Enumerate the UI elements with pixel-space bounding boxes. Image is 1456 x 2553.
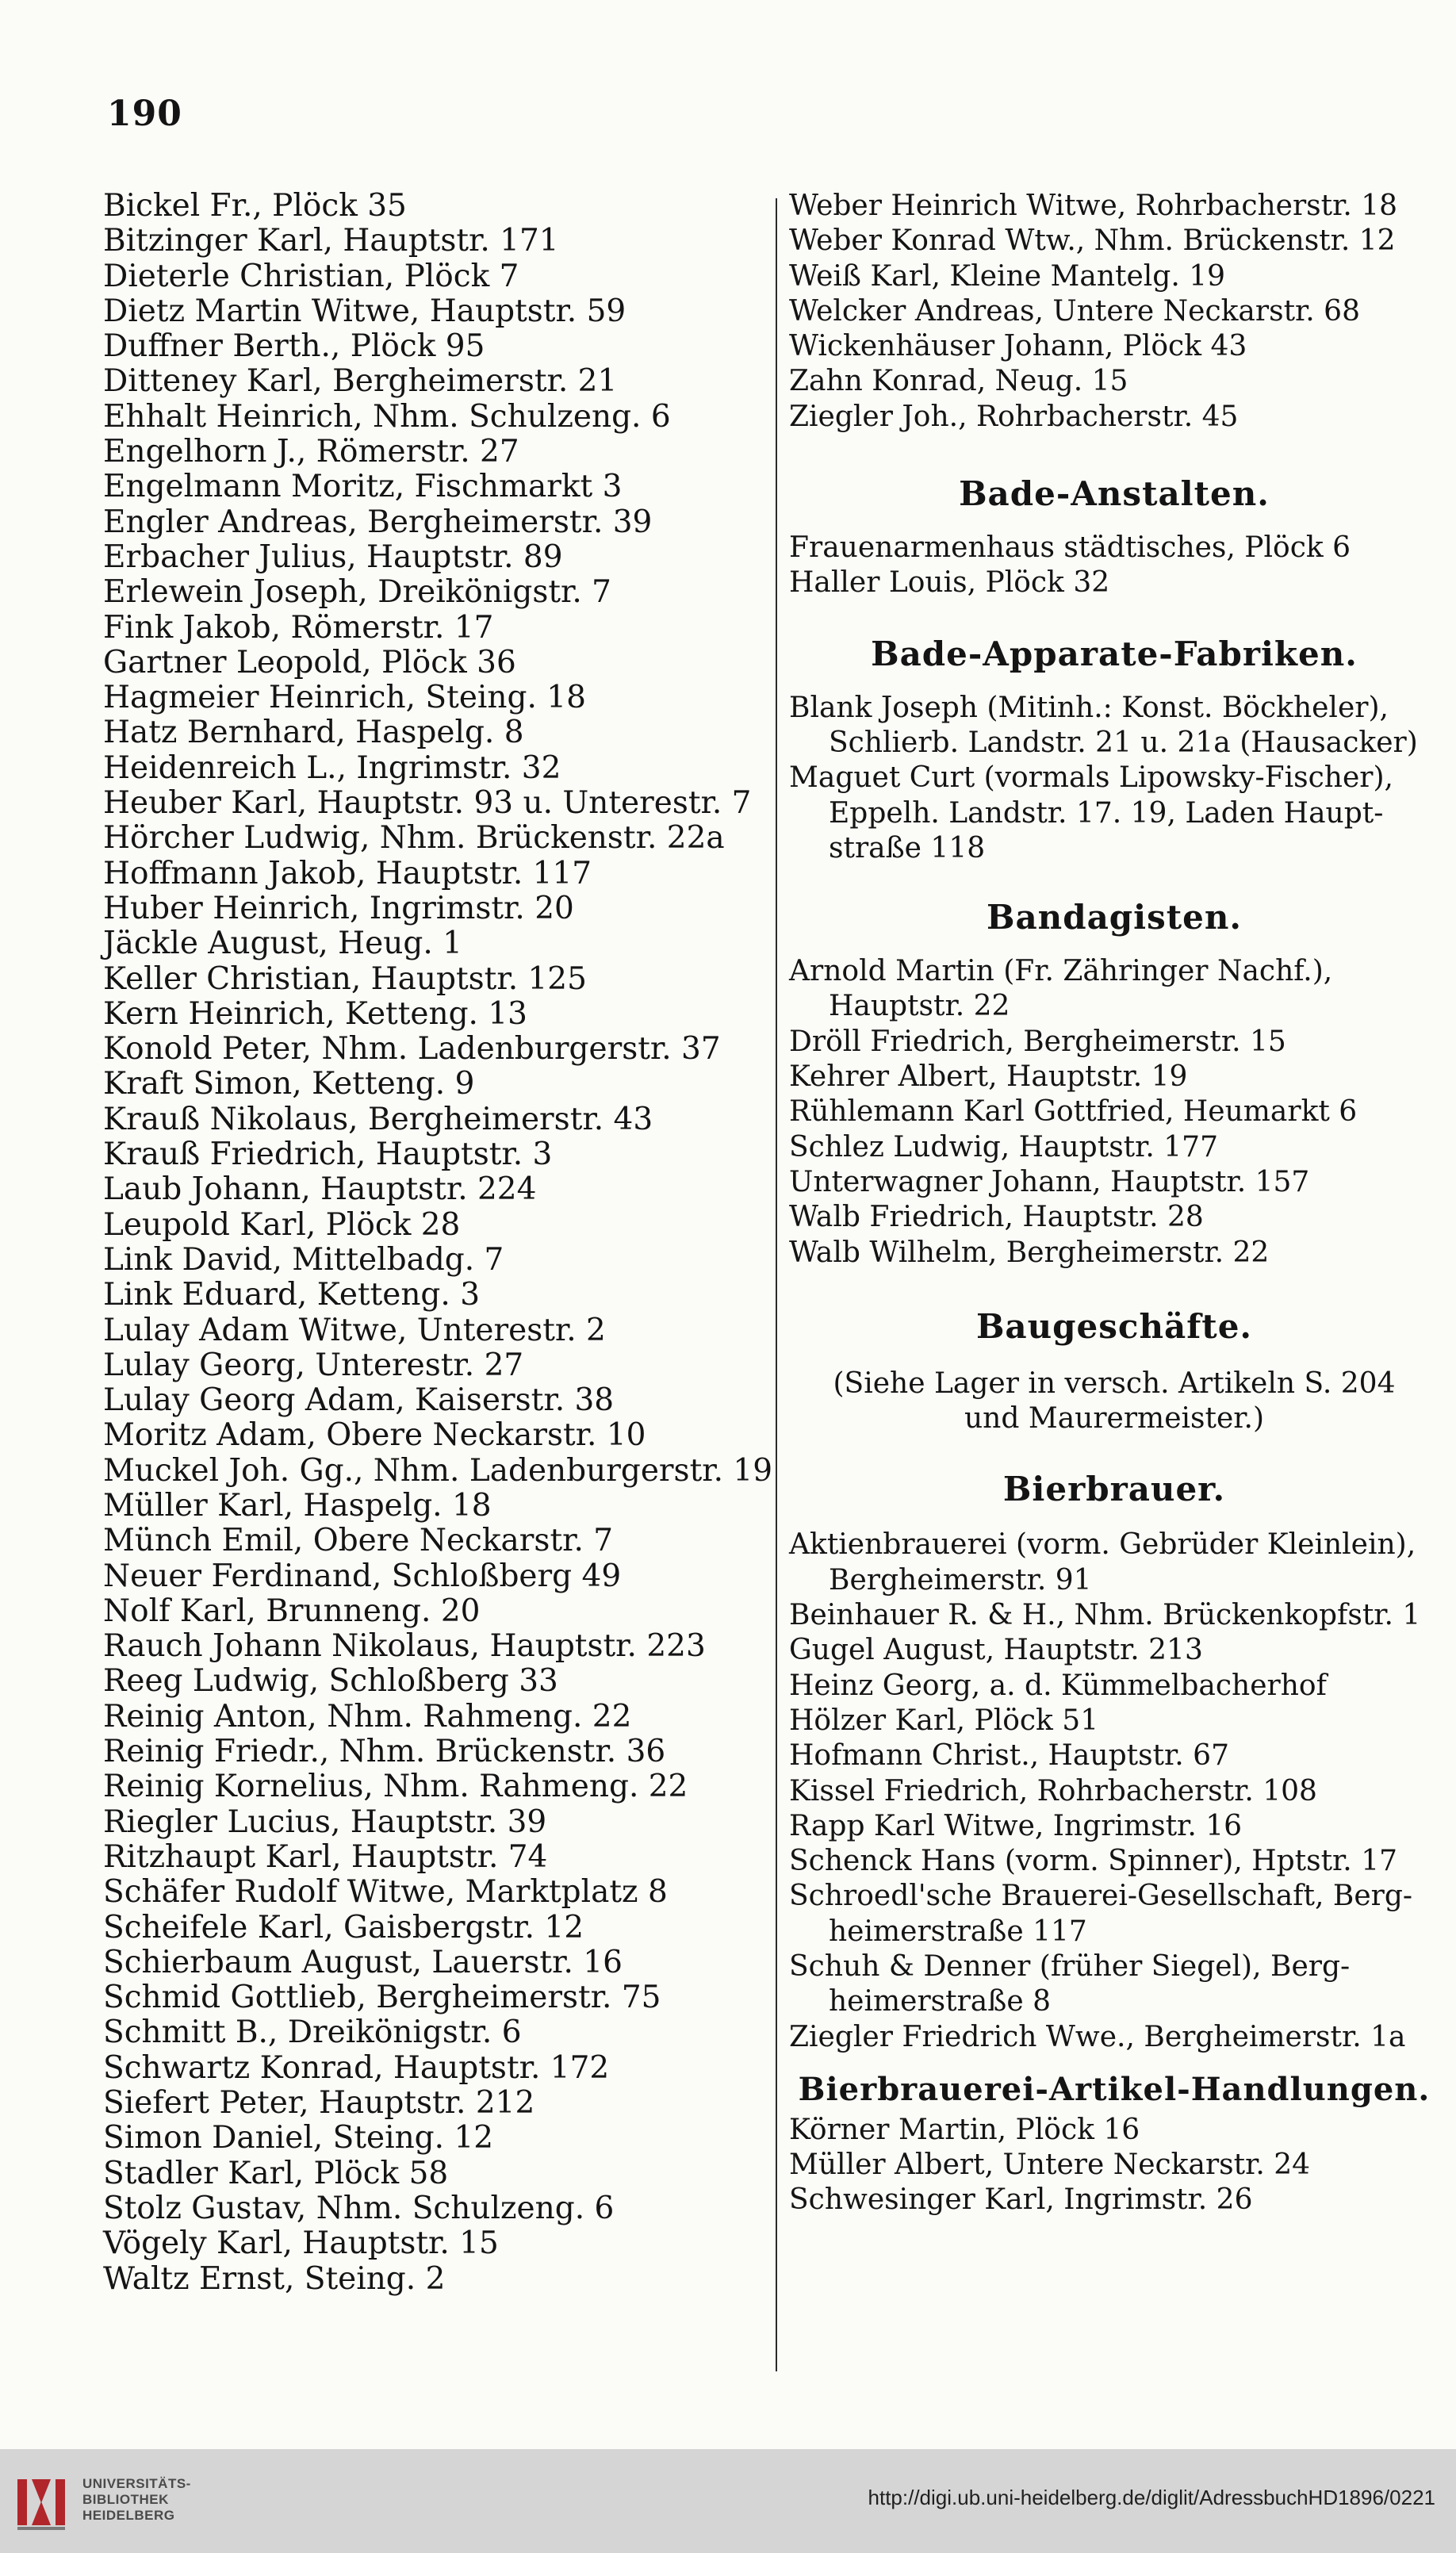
list-item: Bitzinger Karl, Hauptstr. 171 bbox=[103, 223, 559, 259]
university-library-logo-icon bbox=[14, 2471, 76, 2533]
section-heading-bierbrauer: Bierbrauer. bbox=[1002, 1470, 1226, 1509]
list-item: Krauß Friedrich, Hauptstr. 3 bbox=[103, 1137, 553, 1173]
section-heading-bandagisten: Bandagisten. bbox=[986, 898, 1243, 937]
list-item: Blank Joseph (Mitinh.: Konst. Böckheler), bbox=[789, 691, 1389, 724]
list-item: straße 118 bbox=[829, 831, 986, 864]
list-item: Hauptstr. 22 bbox=[829, 990, 1010, 1023]
list-item: Waltz Ernst, Steing. 2 bbox=[103, 2260, 446, 2297]
list-item: Muckel Joh. Gg., Nhm. Ladenburgerstr. 19 bbox=[103, 1452, 773, 1489]
list-item: Fink Jakob, Römerstr. 17 bbox=[103, 609, 494, 646]
list-item: Aktienbrauerei (vorm. Gebrüder Kleinlein), bbox=[789, 1528, 1416, 1562]
list-item: Walb Wilhelm, Bergheimerstr. 22 bbox=[789, 1236, 1270, 1269]
right-top-list bbox=[789, 189, 1439, 435]
list-item: Heuber Karl, Hauptstr. 93 u. Unterestr. 7 bbox=[103, 785, 752, 822]
list-item: Link David, Mittelbadg. 7 bbox=[103, 1241, 504, 1278]
list-item: Hölzer Karl, Plöck 51 bbox=[789, 1704, 1099, 1737]
list-item: Lulay Georg Adam, Kaiserstr. 38 bbox=[103, 1382, 615, 1419]
library-name-line1: UNIVERSITÄTS- bbox=[82, 2476, 191, 2491]
list-item: Engelhorn J., Römerstr. 27 bbox=[103, 434, 519, 470]
list-item: Schmid Gottlieb, Bergheimerstr. 75 bbox=[103, 1980, 661, 2016]
list-item: Link Eduard, Ketteng. 3 bbox=[103, 1277, 481, 1313]
list-item: Schuh & Denner (früher Siegel), Berg- bbox=[789, 1949, 1351, 1983]
list-item: Beinhauer R. & H., Nhm. Brückenkopfstr. 1 bbox=[789, 1599, 1421, 1632]
list-item: Kern Heinrich, Ketteng. 13 bbox=[103, 995, 527, 1032]
list-item: Weber Heinrich Witwe, Rohrbacherstr. 18 bbox=[789, 190, 1398, 222]
list-item: Vögely Karl, Hauptstr. 15 bbox=[103, 2225, 499, 2262]
list-item: Hagmeier Heinrich, Steing. 18 bbox=[103, 680, 586, 716]
list-item: Weber Konrad Wtw., Nhm. Brückenstr. 12 bbox=[789, 224, 1396, 258]
right-column bbox=[789, 189, 1439, 2218]
library-name-line3: HEIDELBERG bbox=[82, 2508, 175, 2523]
list-item: Erbacher Julius, Hauptstr. 89 bbox=[103, 539, 563, 575]
list-item: Krauß Nikolaus, Bergheimerstr. 43 bbox=[103, 1101, 653, 1137]
list-item: Weiß Karl, Kleine Mantelg. 19 bbox=[789, 259, 1226, 293]
list-item: Reinig Friedr., Nhm. Brückenstr. 36 bbox=[103, 1734, 666, 1770]
list-item: Schwesinger Karl, Ingrimstr. 26 bbox=[789, 2183, 1253, 2217]
list-item: Neuer Ferdinand, Schloßberg 49 bbox=[103, 1558, 622, 1594]
list-item: Walb Friedrich, Hauptstr. 28 bbox=[789, 1201, 1204, 1234]
list-item: Kissel Friedrich, Rohrbacherstr. 108 bbox=[789, 1774, 1317, 1807]
list-item: Lulay Adam Witwe, Unterestr. 2 bbox=[103, 1312, 606, 1348]
list-item: Duffner Berth., Plöck 95 bbox=[103, 328, 485, 365]
list-item: Haller Louis, Plöck 32 bbox=[789, 566, 1110, 600]
source-url-link[interactable]: http://digi.ub.uni-heidelberg.de/diglit/AdressbuchHD1896/0221 bbox=[868, 2486, 1435, 2509]
list-item: Schierbaum August, Lauerstr. 16 bbox=[103, 1944, 623, 1980]
list-item: Müller Karl, Haspelg. 18 bbox=[103, 1487, 492, 1524]
list-item: Arnold Martin (Fr. Zähringer Nachf.), bbox=[789, 955, 1333, 988]
list-item: Maguet Curt (vormals Lipowsky-Fischer), bbox=[789, 761, 1393, 795]
page-number: 190 bbox=[107, 94, 182, 134]
list-item: Siefert Peter, Hauptstr. 212 bbox=[103, 2085, 535, 2122]
list-item: Gartner Leopold, Plöck 36 bbox=[103, 644, 516, 680]
list-item: Ditteney Karl, Bergheimerstr. 21 bbox=[103, 363, 618, 400]
list-item: Hörcher Ludwig, Nhm. Brückenstr. 22a bbox=[103, 820, 725, 857]
list-item: Rauch Johann Nikolaus, Hauptstr. 223 bbox=[103, 1628, 706, 1665]
list-item: Schmitt B., Dreikönigstr. 6 bbox=[103, 2014, 522, 2051]
list-item: Heidenreich L., Ingrimstr. 32 bbox=[103, 749, 561, 786]
list-item: Engler Andreas, Bergheimerstr. 39 bbox=[103, 504, 653, 540]
list-item: Heinz Georg, a. d. Kümmelbacherhof bbox=[789, 1669, 1327, 1702]
list-item: Rühlemann Karl Gottfried, Heumarkt 6 bbox=[789, 1095, 1358, 1129]
list-item: Rapp Karl Witwe, Ingrimstr. 16 bbox=[789, 1809, 1243, 1842]
list-item: Konold Peter, Nhm. Ladenburgerstr. 37 bbox=[103, 1031, 721, 1068]
list-item: Wickenhäuser Johann, Plöck 43 bbox=[789, 330, 1247, 363]
list-item: heimerstraße 117 bbox=[829, 1915, 1087, 1948]
footer-bar bbox=[0, 2449, 1456, 2553]
list-item: Reeg Ludwig, Schloßberg 33 bbox=[103, 1663, 558, 1700]
list-item: Münch Emil, Obere Neckarstr. 7 bbox=[103, 1523, 614, 1559]
list-item: Hoffmann Jakob, Hauptstr. 117 bbox=[103, 855, 592, 891]
bandagisten-list bbox=[789, 954, 1439, 1271]
list-item: Schenck Hans (vorm. Spinner), Hptstr. 17 bbox=[789, 1845, 1398, 1878]
list-item: Müller Albert, Untere Neckarstr. 24 bbox=[789, 2149, 1311, 2182]
list-item: Kraft Simon, Ketteng. 9 bbox=[103, 1066, 475, 1102]
list-item: Ehhalt Heinrich, Nhm. Schulzeng. 6 bbox=[103, 398, 671, 435]
bierbrauer-list bbox=[789, 1528, 1439, 2054]
list-item: Gugel August, Hauptstr. 213 bbox=[789, 1634, 1203, 1667]
list-item: Frauenarmenhaus städtisches, Plöck 6 bbox=[789, 531, 1351, 565]
library-name-line2: BIBLIOTHEK bbox=[82, 2492, 169, 2507]
list-item: Ziegler Joh., Rohrbacherstr. 45 bbox=[789, 400, 1239, 433]
list-item: Schäfer Rudolf Witwe, Marktplatz 8 bbox=[103, 1874, 668, 1911]
list-item: Dröll Friedrich, Bergheimerstr. 15 bbox=[789, 1025, 1286, 1058]
list-item: Nolf Karl, Brunneng. 20 bbox=[103, 1593, 481, 1629]
bade-anstalten-list bbox=[789, 531, 1439, 601]
column-divider bbox=[776, 198, 777, 2371]
list-item: Erlewein Joseph, Dreikönigstr. 7 bbox=[103, 574, 611, 611]
list-item: Moritz Adam, Obere Neckarstr. 10 bbox=[103, 1417, 646, 1454]
list-item: Laub Johann, Hauptstr. 224 bbox=[103, 1171, 537, 1208]
list-item: Ritzhaupt Karl, Hauptstr. 74 bbox=[103, 1838, 548, 1875]
section-heading-baugeschaefte: Baugeschäfte. bbox=[975, 1306, 1253, 1346]
baugeschaefte-note-line2: und Maurermeister.) bbox=[964, 1402, 1265, 1436]
list-item: Riegler Lucius, Hauptstr. 39 bbox=[103, 1804, 547, 1840]
list-item: Scheifele Karl, Gaisbergstr. 12 bbox=[103, 1909, 584, 1945]
list-item: Bergheimerstr. 91 bbox=[829, 1563, 1092, 1597]
list-item: Dieterle Christian, Plöck 7 bbox=[103, 258, 519, 294]
list-item: Körner Martin, Plöck 16 bbox=[789, 2113, 1140, 2146]
list-item: Zahn Konrad, Neug. 15 bbox=[789, 365, 1128, 398]
list-item: Schlez Ludwig, Hauptstr. 177 bbox=[789, 1130, 1218, 1163]
list-item: Engelmann Moritz, Fischmarkt 3 bbox=[103, 469, 623, 505]
list-item: Stolz Gustav, Nhm. Schulzeng. 6 bbox=[103, 2190, 615, 2226]
bade-apparate-list bbox=[789, 691, 1439, 866]
list-item: Lulay Georg, Unterestr. 27 bbox=[103, 1347, 524, 1383]
list-item: Jäckle August, Heug. 1 bbox=[103, 926, 462, 962]
list-item: Eppelh. Landstr. 17. 19, Laden Haupt- bbox=[829, 796, 1384, 830]
section-heading-bade-anstalten: Bade-Anstalten. bbox=[959, 474, 1270, 514]
list-item: Dietz Martin Witwe, Hauptstr. 59 bbox=[103, 293, 626, 329]
section-heading-bade-apparate: Bade-Apparate-Fabriken. bbox=[871, 634, 1358, 673]
list-item: Simon Daniel, Steing. 12 bbox=[103, 2120, 494, 2156]
list-item: Ziegler Friedrich Wwe., Bergheimerstr. 1a bbox=[789, 2020, 1406, 2053]
list-item: Schwartz Konrad, Hauptstr. 172 bbox=[103, 2049, 610, 2086]
section-heading-bierbrauerei-artikel: Bierbrauerei-Artikel-Handlungen. bbox=[798, 2070, 1431, 2108]
list-item: Schlierb. Landstr. 21 u. 21a (Hausacker) bbox=[829, 726, 1418, 759]
list-item: Unterwagner Johann, Hauptstr. 157 bbox=[789, 1165, 1310, 1198]
list-item: Kehrer Albert, Hauptstr. 19 bbox=[789, 1060, 1188, 1094]
left-column bbox=[103, 188, 773, 2297]
list-item: Hatz Bernhard, Haspelg. 8 bbox=[103, 715, 524, 751]
list-item: Keller Christian, Hauptstr. 125 bbox=[103, 960, 587, 997]
bierbrauerei-artikel-list bbox=[789, 2113, 1439, 2218]
list-item: Reinig Anton, Nhm. Rahmeng. 22 bbox=[103, 1698, 632, 1735]
list-item: Stadler Karl, Plöck 58 bbox=[103, 2155, 449, 2191]
library-name bbox=[82, 2476, 191, 2524]
list-item: Reinig Kornelius, Nhm. Rahmeng. 22 bbox=[103, 1769, 688, 1805]
list-item: Schroedl'sche Brauerei-Gesellschaft, Berg- bbox=[789, 1880, 1413, 1913]
baugeschaefte-note-line1: (Siehe Lager in versch. Artikeln S. 204 bbox=[833, 1367, 1396, 1400]
list-item: Welcker Andreas, Untere Neckarstr. 68 bbox=[789, 294, 1360, 328]
list-item: heimerstraße 8 bbox=[829, 1985, 1051, 2018]
list-item: Bickel Fr., Plöck 35 bbox=[103, 188, 407, 224]
list-item: Hofmann Christ., Hauptstr. 67 bbox=[789, 1739, 1229, 1773]
list-item: Huber Heinrich, Ingrimstr. 20 bbox=[103, 890, 574, 926]
list-item: Leupold Karl, Plöck 28 bbox=[103, 1206, 461, 1243]
